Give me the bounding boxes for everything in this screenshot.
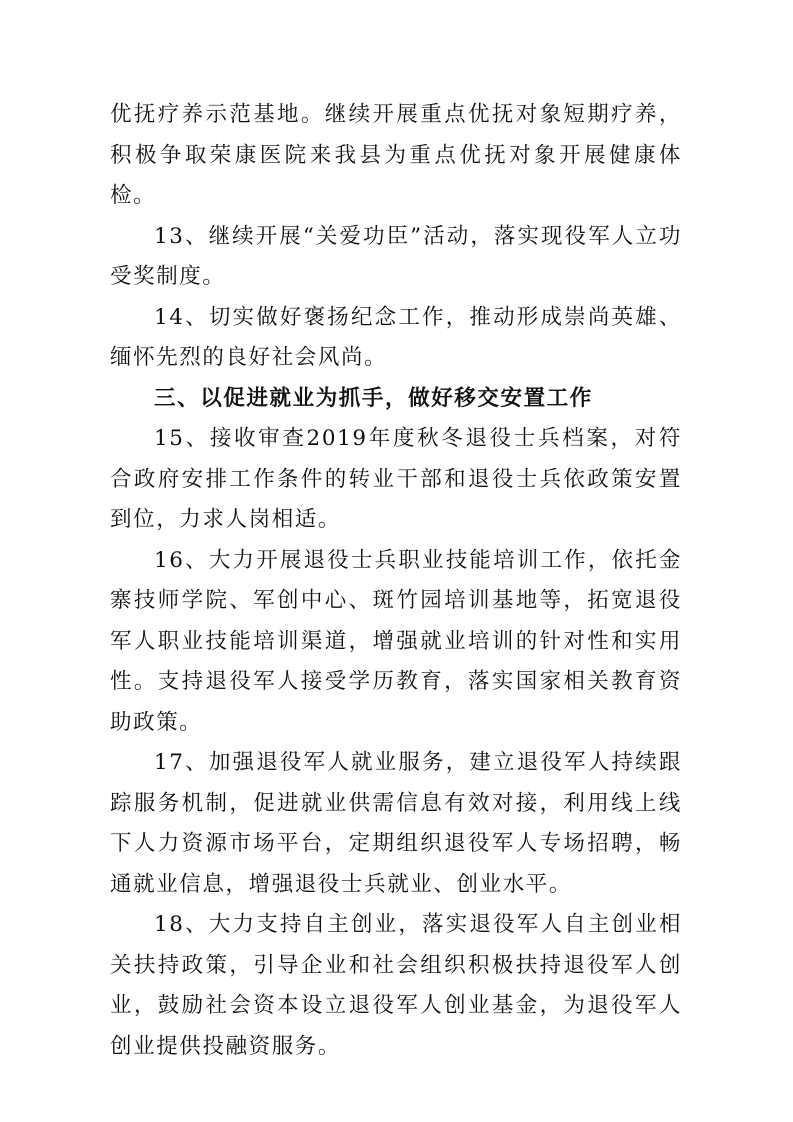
- paragraph-continued: 优抚疗养示范基地。继续开展重点优抚对象短期疗养，积极争取荣康医院来我县为重点优抚对象开展健康体检。: [110, 102, 682, 208]
- section-heading: 三、以促进就业为抓手，做好移交安置工作: [154, 385, 593, 411]
- paragraph-16: 16、大力开展退役士兵职业技能培训工作，依托金寨技师学院、军创中心、斑竹园培训基地等，拓宽退役军人职业技能培训渠道，增强就业培训的针对性和实用性。支持退役军人接受学历教育，落实国家相关教育资助政策。: [110, 547, 682, 735]
- paragraph-14: 14、切实做好褒扬纪念工作，推动形成崇尚英雄、缅怀先烈的良好社会风尚。: [110, 304, 682, 370]
- paragraph-18: 18、大力支持自主创业，落实退役军人自主创业相关扶持政策，引导企业和社会组织积极扶持退役军人创业，鼓励社会资本设立退役军人创业基金，为退役军人创业提供投融资服务。: [110, 912, 682, 1059]
- document-body: [110, 95, 682, 1067]
- paragraph-17: 17、加强退役军人就业服务，建立退役军人持续跟踪服务机制，促进就业供需信息有效对接，利用线上线下人力资源市场平台，定期组织退役军人专场招聘，畅通就业信息，增强退役士兵就业、创业水平。: [110, 750, 682, 897]
- paragraph-13: 13、继续开展“关爱功臣”活动，落实现役军人立功受奖制度。: [110, 223, 682, 289]
- paragraph-15: 15、接收审查2019年度秋冬退役士兵档案，对符合政府安排工作条件的转业干部和退役士兵依政策安置到位，力求人岗相适。: [110, 426, 682, 532]
